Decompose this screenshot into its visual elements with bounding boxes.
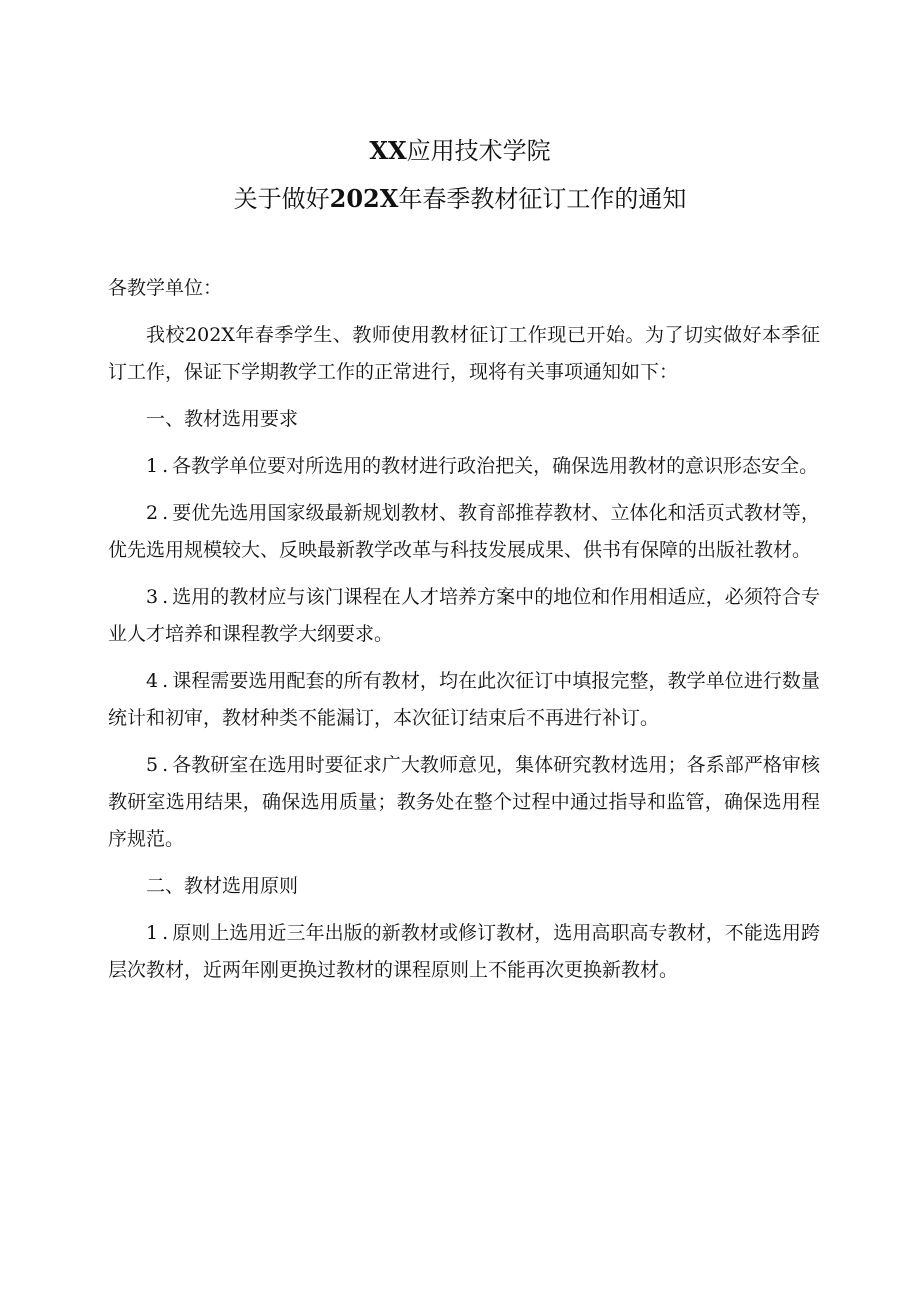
section2-item	[108, 915, 820, 989]
item-number: 5.	[146, 754, 173, 776]
document-title-line1	[0, 136, 920, 166]
item-number: 4.	[146, 670, 173, 692]
title-notice-year: 202X	[329, 184, 399, 213]
item-number: 2.	[146, 502, 173, 524]
section1-item	[108, 495, 820, 569]
item-text: 要优先选用国家级最新规划教材、教育部推荐教材、立体化和活页式教材等，优先选用规模较大、反映最新教学改革与科技发展成果、供书有保障的出版社教材。	[108, 502, 820, 561]
salutation: 各教学单位：	[108, 277, 223, 299]
document-title-line2	[0, 184, 920, 214]
section1-item	[108, 663, 820, 737]
section1-heading: 一、教材选用要求	[146, 408, 299, 430]
item-text: 各教研室在选用时要征求广大教师意见，集体研究教材选用；各系部严格审核教研室选用结果，确保选用质量；教务处在整个过程中通过指导和监管，确保选用程序规范。	[108, 754, 820, 850]
item-number: 3.	[146, 586, 173, 608]
item-number: 1.	[146, 455, 173, 477]
title-school-prefix: XX	[369, 136, 407, 165]
section1-item	[108, 579, 820, 653]
section2-heading: 二、教材选用原则	[146, 875, 299, 897]
title-notice-rest: 年春季教材征订工作的通知	[398, 185, 687, 213]
title-school-name: 应用技术学院	[406, 137, 551, 165]
item-text: 各教学单位要对所选用的教材进行政治把关，确保选用教材的意识形态安全。	[172, 455, 819, 477]
document-body	[108, 270, 820, 999]
item-text: 原则上选用近三年出版的新教材或修订教材，选用高职高专教材，不能选用跨层次教材，近两年刚更换过教材的课程原则上不能再次更换新教材。	[108, 922, 820, 981]
title-notice-pre: 关于做好	[233, 185, 330, 213]
item-text: 选用的教材应与该门课程在人才培养方案中的地位和作用相适应，必须符合专业人才培养和课程教学大纲要求。	[108, 586, 820, 645]
intro-paragraph: 我校202X年春季学生、教师使用教材征订工作现已开始。为了切实做好本季征订工作，保证下学期教学工作的正常进行，现将有关事项通知如下：	[108, 324, 820, 383]
item-text: 课程需要选用配套的所有教材，均在此次征订中填报完整，教学单位进行数量统计和初审，教材种类不能漏订，本次征订结束后不再进行补订。	[108, 670, 820, 729]
item-number: 1.	[146, 922, 173, 944]
section1-item	[108, 747, 820, 858]
section1-item	[108, 448, 820, 485]
